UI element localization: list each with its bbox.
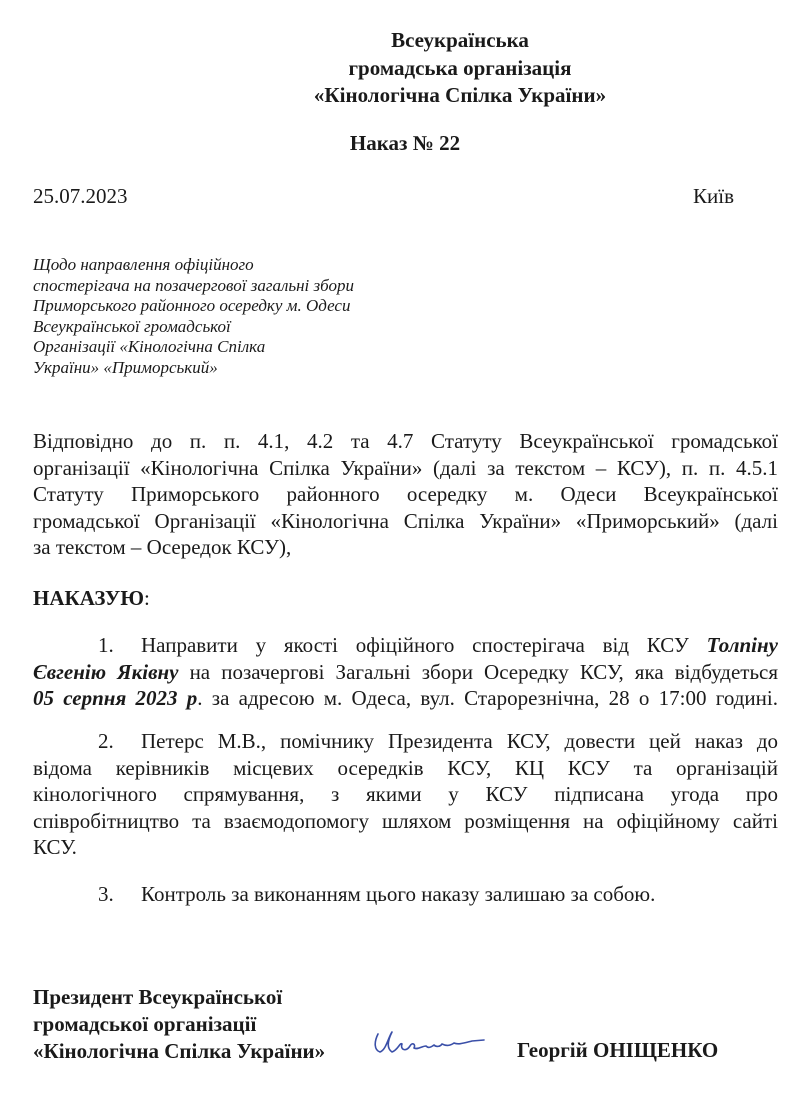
order-item-1: 1. Направити у якості офіційного спостерігача від КСУ Толпіну Євгенію Яківну на позачергові Загальні збори Осередку КСУ, яка відбудеться 05 серпня 2023 р. за адресою м. Одеса, вул. Старорезнічна, 28 о 17:00 годині.: [33, 633, 779, 710]
preamble-paragraph: [33, 428, 778, 561]
preamble-line: Статуту Приморського районного осередку м. Одеси Всеукраїнської: [33, 482, 778, 506]
order-title: Наказ № 22: [349, 131, 461, 155]
item-number: 1.: [98, 633, 114, 657]
subject-line: Організації «Кінологічна Спілка: [33, 337, 266, 356]
org-name-line-1: Всеукраїнська: [391, 28, 529, 52]
observer-name: Євгенію Яківну: [33, 659, 179, 684]
order-date: 25.07.2023: [33, 184, 128, 208]
subject-line: Приморського районного осередку м. Одеси: [33, 296, 351, 315]
order-item-3: 3. Контроль за виконанням цього наказу залишаю за собою.: [98, 882, 656, 906]
order-item-2: 2. Петерс М.В., помічнику Президента КСУ, довести цей наказ до відома керівників місцевих осередків КСУ, КЦ КСУ та організацій кінологічного спрямування, з якими у КСУ підписана угода про співробітництво та взаємодопомогу шляхом розміщення на офіційному сайті КСУ.: [33, 729, 778, 859]
preamble-line: організації «Кінологічна Спілка України» (далі за текстом – КСУ), п. п. 4.5.1: [33, 455, 778, 480]
observer-surname: Толпіну: [706, 633, 778, 657]
preamble-line: громадської Організації «Кінологічна Спілка України» «Приморський» (далі: [33, 508, 778, 533]
item-number: 3.: [98, 882, 114, 906]
subject-line: Щодо направлення офіційного: [33, 255, 254, 274]
preamble-line: за текстом – Осередок КСУ),: [33, 535, 292, 559]
subject-line: України» «Приморський»: [33, 357, 218, 377]
order-directive: НАКАЗУЮ:: [33, 586, 150, 610]
org-name-line-2: громадська організація: [348, 56, 572, 80]
item-line: відома керівників місцевих осередків КСУ, КЦ КСУ та організацій: [33, 755, 778, 780]
subject-line: Всеукраїнської громадської: [33, 316, 231, 336]
order-city: Київ: [693, 184, 734, 208]
order-subject: [33, 255, 354, 378]
meeting-date: 05 серпня 2023 р: [33, 686, 198, 710]
item-number: 2.: [98, 729, 114, 753]
item-line: кінологічного спрямування, з якими у КСУ підписана угода про: [33, 782, 778, 806]
item-line: співробітництво та взаємодопомогу шляхом розміщення на офіційному сайті: [33, 808, 778, 833]
signatory-title: Президент Всеукраїнської громадської організації «Кінологічна Спілка України»: [33, 985, 326, 1063]
handwritten-signature: [372, 1028, 487, 1058]
signatory-name: Георгій ОНІЩЕНКО: [517, 1038, 719, 1062]
org-name-line-3: «Кінологічна Спілка України»: [313, 83, 607, 107]
item-line: КСУ.: [33, 835, 77, 859]
preamble-line: Відповідно до п. п. 4.1, 4.2 та 4.7 Статуту Всеукраїнської громадської: [33, 429, 778, 453]
subject-line: спостерігача на позачергової загальні збори: [33, 275, 354, 295]
order-word: НАКАЗУЮ: [33, 586, 144, 610]
